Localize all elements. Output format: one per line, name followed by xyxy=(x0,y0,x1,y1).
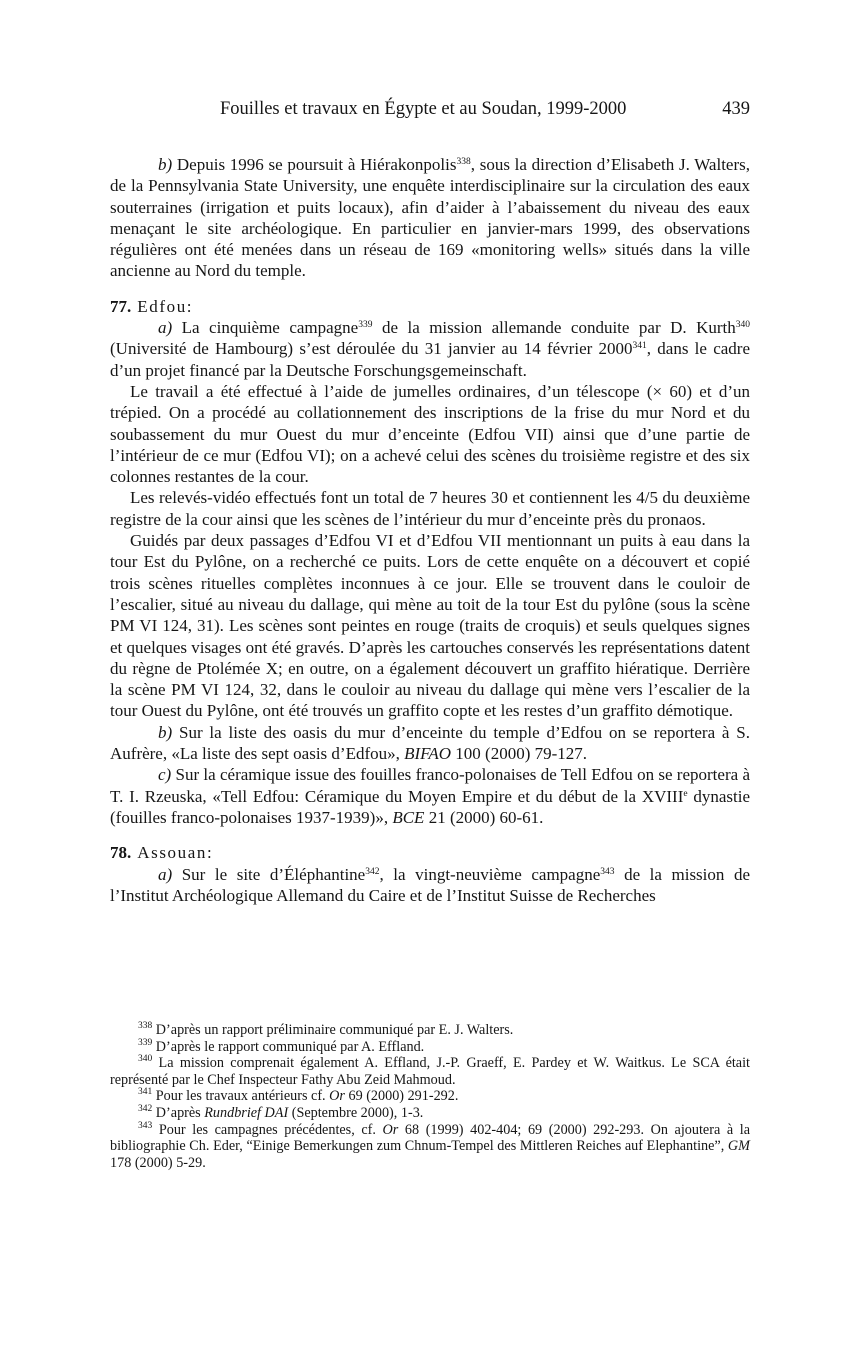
paragraph-edfou-b: b) Sur la liste des oasis du mur d’enceinte du temple d’Edfou on se reportera à S. Aufrère, «La liste des sept oasis d’Edfou», BIFAO 100 (2000) 79-127. xyxy=(110,722,750,764)
footnote-ref: 339 xyxy=(358,320,373,331)
item-label: a) xyxy=(158,318,173,338)
running-header xyxy=(110,99,750,125)
footnotes xyxy=(110,1022,750,1171)
paragraph-edfou-well: Guidés par deux passages d’Edfou VI et d’Edfou VII mentionnant un puits à eau dans la tour Est du Pylône, on a recherché ce puits. Lors de cette enquête on a découvert et copié trois scènes rituelles complètes inconnues à ce jour. Elle se trouvent dans le couloir de l’escalier, situé au niveau du dallage, qui mène au toit de la tour Est du pylône (sous la scène PM VI 124, 31). Les scènes sont peintes en rouge (traits de croquis) et seuls quelques signes et quelques visages ont été gravés. D’après les cartouches conservés les représentations datent du règne de Ptolémée X; en outre, on a également découvert un graffito hiératique. Derrière la scène PM VI 124, 32, dans le couloir au niveau du dallage qui mène vers l’escalier de la tour Ouest du Pylône, ont été trouvés un graffito copte et les restes d’un graffito démotique. xyxy=(110,531,750,721)
footnote-number: 338 xyxy=(138,1021,153,1031)
footnote: $^{342}$ D’après Rundbrief DAI (Septembre 2000), 1-3. xyxy=(138,1103,424,1121)
running-title: Fouilles et travaux en Égypte et au Soudan, 1999-2000 xyxy=(220,99,627,119)
footnote: $^{343}$ Pour les campagnes précédentes, cf. Or 68 (1999) 402-404; 69 (2000) 292-293. On ajoutera à la bibliographie Ch. Eder, “Einige Bemerkungen zum Chnum-Tempel des Mittleren Reiches auf Elephantine”, GM 178 (2000) 5-29. xyxy=(110,1120,750,1171)
paragraph-hierakonpolis: b) Depuis 1996 se poursuit à Hiérakonpolis$^{338}$, sous la direction d’Elisabeth J. Walters, de la Pennsylvania State University, une enquête interdisciplinaire sur la circulation des eaux souterraines (irrigation et puits locaux), afin d’aider à l’abaissement du niveau des eaux menaçant le site archéologique. En particulier en janvier-mars 1999, des observations régulières ont été menées dans un réseau de 169 «monitoring wells» situés dans la ville ancienne au Nord du temple. xyxy=(110,155,751,281)
footnote-ref: 338 xyxy=(456,157,471,167)
footnote-ref: 342 xyxy=(365,866,380,877)
journal-title: BCE xyxy=(392,807,425,827)
footnote-number: 339 xyxy=(138,1037,153,1048)
journal-title: GM xyxy=(727,1138,750,1155)
item-label: b) xyxy=(158,722,173,742)
paragraph-edfou-c: c) Sur la céramique issue des fouilles franco-polonaises de Tell Edfou on se reportera à T. I. Rzeuska, «Tell Edfou: Céramique du Moyen Empire et du début de la XVIIIe dynastie (fouilles franco-polonaises 1937-1939)», BCE 21 (2000) 60-61. xyxy=(110,765,750,827)
section-title: Assouan xyxy=(137,843,208,863)
item-label: c) xyxy=(158,765,172,785)
section-number: 77. xyxy=(110,296,132,316)
footnote-number: 342 xyxy=(138,1103,153,1114)
paragraph-edfou-a: a) La cinquième campagne$^{339}$ de la mission allemande conduite par D. Kurth$^{340}$ (Université de Hambourg) s’est déroulée du 31 janvier au 14 février 2000$^{341}$, dans le cadre d’un projet financé par la Deutsche Forschungsgemeinschaft. xyxy=(110,318,751,380)
footnote-number: 340 xyxy=(138,1054,153,1065)
footnote-ref: 343 xyxy=(600,866,615,877)
footnote: $^{338}$ D’après un rapport préliminaire communiqué par E. J. Walters. xyxy=(138,1021,514,1038)
item-label: a) xyxy=(158,864,173,884)
paragraph-assouan-a: a) Sur le site d’Éléphantine$^{342}$, la vingt-neuvième campagne$^{343}$ de la mission de l’Institut Archéologique Allemand du Caire et de l’Institut Suisse de Recherches xyxy=(110,864,750,905)
footnote-number: 341 xyxy=(138,1087,153,1098)
section-heading-78: 78. Assouan: xyxy=(110,843,212,863)
paragraph-edfou-video: Les relevés-vidéo effectués font un total de 7 heures 30 et contiennent les 4/5 du deuxième registre de la cour ainsi que les scènes de l’intérieur du mur d’enceinte près du pronaos. xyxy=(110,488,750,529)
item-label: b) xyxy=(158,155,173,174)
footnote-ref: 340 xyxy=(735,320,751,331)
section-title: Edfou xyxy=(137,296,187,316)
paragraph-edfou-work: Le travail a été effectué à l’aide de jumelles ordinaires, d’un télescope (× 60) et d’un trépied. On a procédé au collationnement des inscriptions de la frise du mur Nord et du soubassement du mur Ouest du mur d’enceinte (Edfou VII) ainsi que d’une partie de l’intérieur de ce mur (Edfou VI); on a achevé celui des scènes du troisième registre et des six colonnes restantes de la cour. xyxy=(110,381,750,487)
journal-title: BIFAO xyxy=(404,744,452,764)
journal-title: Or xyxy=(329,1088,345,1105)
section-heading-77: 77. Edfou: xyxy=(110,296,192,316)
footnote: $^{340}$ La mission comprenait également A. Effland, J.-P. Graeff, E. Pardey et W. Waitkus. Le SCA était représenté par le Chef Inspecteur Fathy Abu Zeid Mahmoud. xyxy=(110,1054,750,1088)
footnote: $^{341}$ Pour les travaux antérieurs cf. Or 69 (2000) 291-292. xyxy=(138,1087,459,1105)
footnote-number: 343 xyxy=(138,1120,153,1131)
journal-title: Or xyxy=(382,1121,399,1138)
journal-title: Rundbrief DAI xyxy=(204,1104,289,1121)
page-number: 439 xyxy=(722,99,750,119)
footnote-ref: 341 xyxy=(632,341,647,352)
main-text xyxy=(110,154,750,906)
footnote: $^{339}$ D’après le rapport communiqué par A. Effland. xyxy=(138,1037,425,1055)
section-number: 78. xyxy=(110,843,132,863)
